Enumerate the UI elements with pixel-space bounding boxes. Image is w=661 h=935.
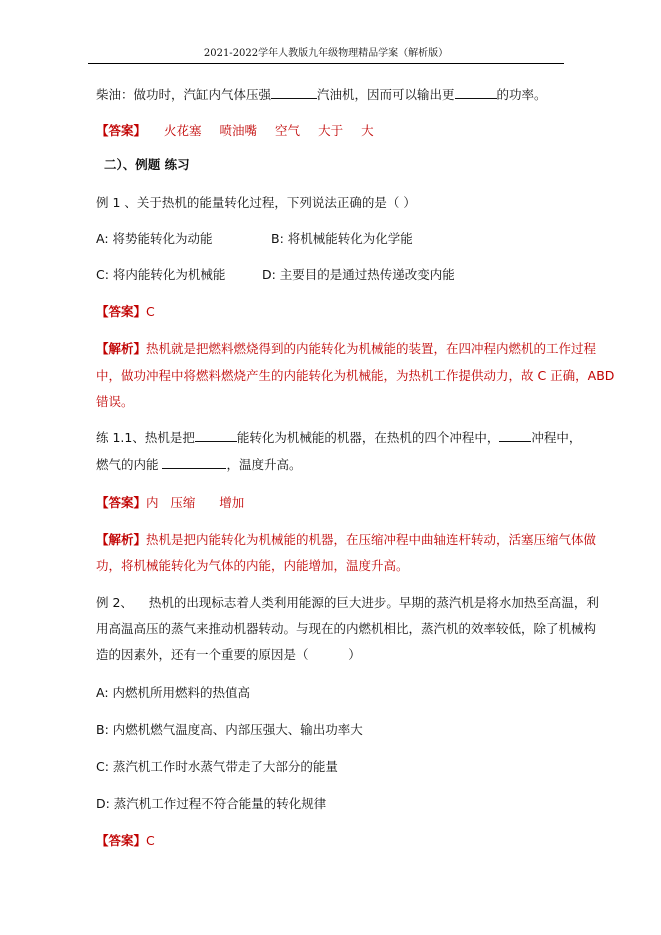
example-2-answer [96,833,155,849]
example-1-question: 例 1 、关于热机的能量转化过程，下列说法正确的是（ ） [96,195,416,210]
example-1-analysis-line-2: 中，做功冲程中将燃料燃烧产生的内能转化为机械能，为热机工作提供动力，故 C 正确，ABD [96,368,615,383]
header-divider [88,63,564,64]
example-2-line-1: 例 2、 热机的出现标志着人类利用能源的巨大进步。早期的蒸汽机是将水加热至高温，利 [96,595,599,610]
example-1-answer [96,304,155,320]
blank [271,87,317,99]
analysis-text: 热机是把内能转化为机械能的机器，在压缩冲程中曲轴连杆转动，活塞压缩气体做 [146,532,597,547]
answer-item: 大 [361,123,374,138]
text-segment: 练 1.1、热机是把 [96,430,195,445]
text-segment: ，温度升高。 [226,457,302,472]
section-heading: 二）、例题 练习 [104,157,190,172]
analysis-label: 【解析】 [96,532,147,547]
fill-blank-diesel [96,87,547,103]
answer-value: 内 压缩 增加 [146,495,245,510]
answer-label: 【答案】 [96,123,147,138]
analysis-text: 热机就是把燃料燃烧得到的内能转化为机械能的装置，在四冲程内燃机的工作过程 [146,341,597,356]
text-segment: 能转化为机械能的机器，在热机的四个冲程中， [236,430,500,445]
example-2-line-2: 用高温高压的蒸气来推动机器转动。与现在的内燃机相比，蒸汽机的效率较低，除了机械构 [96,621,597,636]
answer-value: C [146,833,155,848]
example-1-analysis-line-1 [96,341,596,357]
text-segment: 汽油机，因而可以输出更 [317,87,455,102]
answer-label: 【答案】 [96,495,147,510]
answer-1 [96,123,374,139]
answer-item: 空气 [275,123,301,138]
text-segment: 柴油：做功时，汽缸内气体压强 [96,87,272,102]
answer-item: 大于 [318,123,344,138]
example-2-option-c: C: 蒸汽机工作时水蒸气带走了大部分的能量 [96,759,338,774]
page-header: 2021-2022学年人教版九年级物理精品学案（解析版） [203,48,449,59]
answer-item: 火花塞 [164,123,202,138]
analysis-label: 【解析】 [96,341,147,356]
text-segment: 冲程中， [531,430,582,445]
example-2-line-3: 造的因素外，还有一个重要的原因是（ ） [96,647,361,662]
text-segment: 燃气的内能 [96,457,163,472]
example-1-option-c: C: 将内能转化为机械能 [96,267,226,282]
answer-label: 【答案】 [96,833,147,848]
answer-value: C [146,304,155,319]
answer-label: 【答案】 [96,304,147,319]
blank [499,430,531,442]
answer-item: 喷油嘴 [219,123,258,138]
practice-1-1-answer [96,495,244,511]
example-2-option-d: D: 蒸汽机工作过程不符合能量的转化规律 [96,796,327,811]
blank [455,87,497,99]
text-segment: 的功率。 [496,87,547,102]
practice-1-1-analysis-line-2: 功，将机械能转化为气体的内能，内能增加，温度升高。 [96,558,409,573]
blank [162,457,226,469]
example-1-option-a: A: 将势能转化为动能 [96,231,213,246]
example-1-analysis-line-3: 错误。 [96,394,134,409]
example-2-option-a: A: 内燃机所用燃料的热值高 [96,685,251,700]
practice-1-1-line-1 [96,430,581,446]
practice-1-1-analysis-line-1 [96,532,596,548]
example-1-option-b: B: 将机械能转化为化学能 [271,231,413,246]
example-1-option-d: D: 主要目的是通过热传递改变内能 [262,267,455,282]
example-2-option-b: B: 内燃机燃气温度高、内部压强大、输出功率大 [96,722,363,737]
blank [195,430,237,442]
practice-1-1-line-2 [96,457,302,473]
